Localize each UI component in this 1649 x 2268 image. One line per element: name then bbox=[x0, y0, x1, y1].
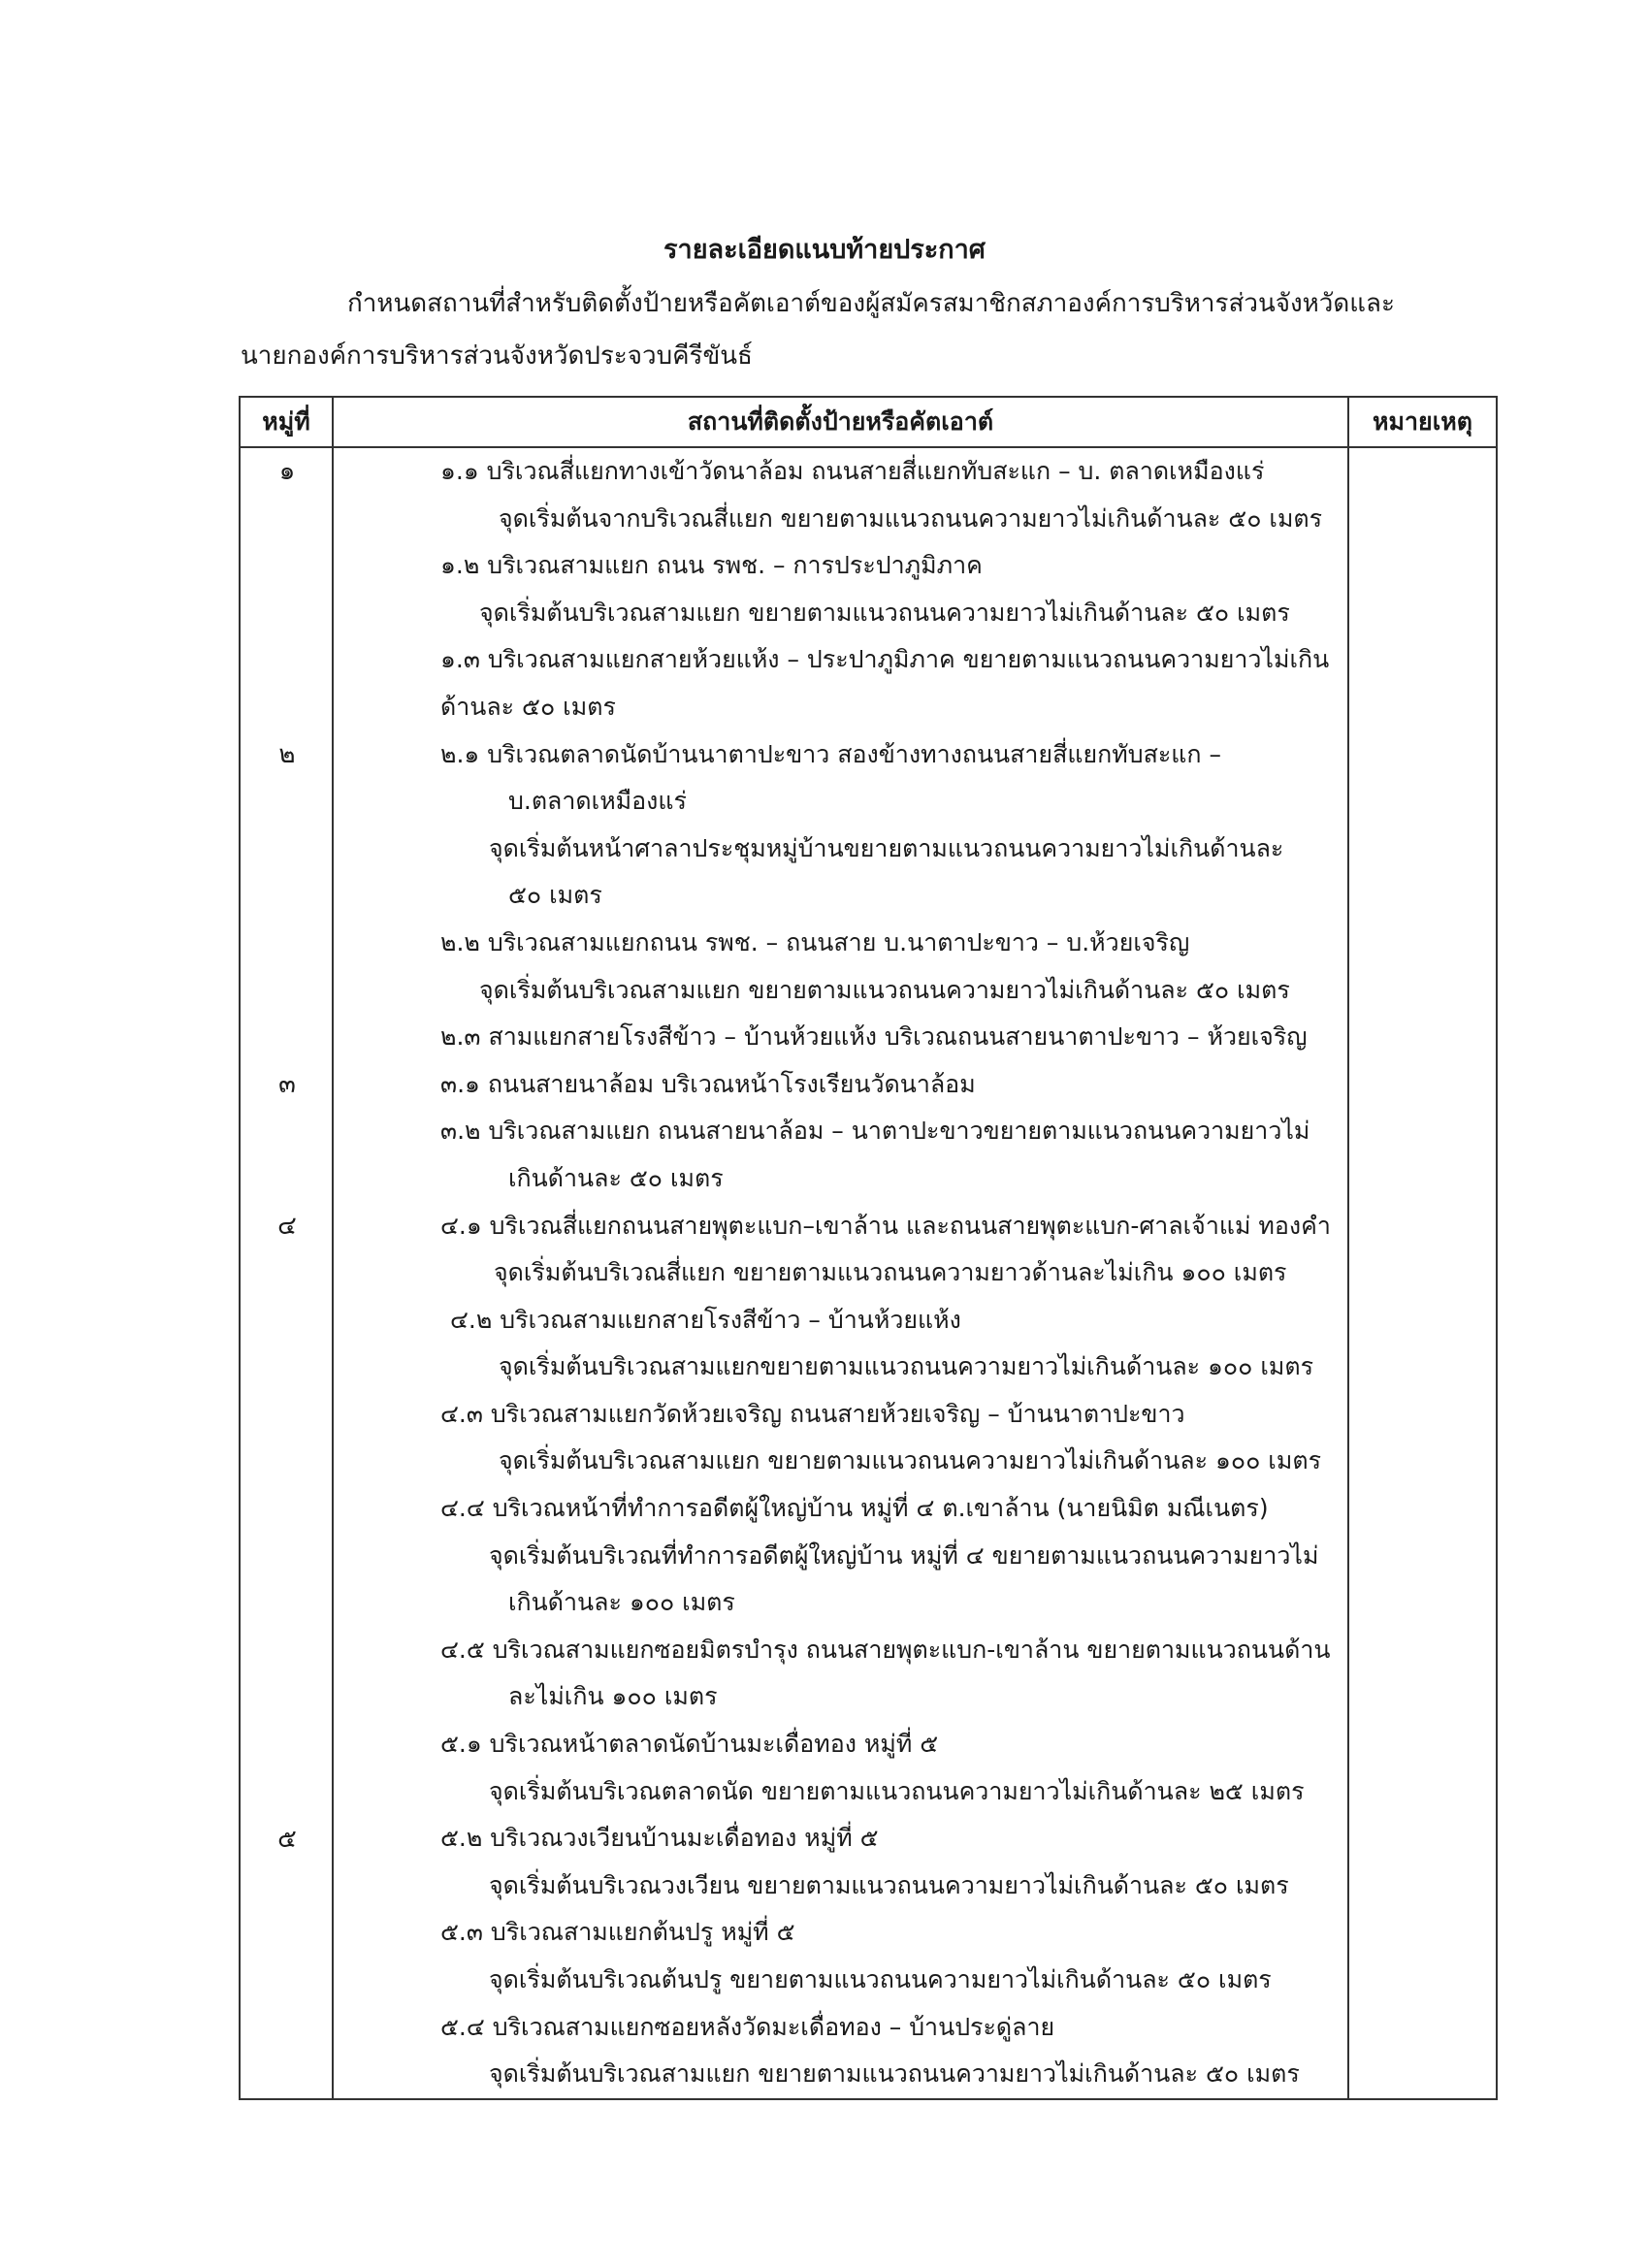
place-line: บ.ตลาดเหมืองแร่ bbox=[508, 787, 687, 816]
moo-column bbox=[240, 447, 333, 2099]
place-line: ๕.๔ บริเวณสามแยกซอยหลังวัดมะเดื่อทอง – บ้านประดู่ลาย bbox=[440, 2012, 1055, 2041]
moo-number: ๕ bbox=[277, 1825, 297, 1854]
place-line: ๔.๑ บริเวณสี่แยกถนนสายพุตะแบก–เขาล้าน และถนนสายพุตะแบก-ศาลเจ้าแม่ ทองคำ bbox=[440, 1211, 1331, 1240]
place-line: จุดเริ่มต้นบริเวณวงเวียน ขยายตามแนวถนนความยาวไม่เกินด้านละ ๕๐ เมตร bbox=[489, 1870, 1289, 1899]
moo-number: ๒ bbox=[278, 740, 296, 769]
place-line: ๕.๓ บริเวณสามแยกต้นปรู หมู่ที่ ๕ bbox=[440, 1918, 795, 1947]
place-line: ๓.๑ ถนนสายนาล้อม บริเวณหน้าโรงเรียนวัดนาล้อม bbox=[440, 1069, 976, 1098]
place-line: จุดเริ่มต้นบริเวณสามแยก ขยายตามแนวถนนความยาวไม่เกินด้านละ ๕๐ เมตร bbox=[479, 975, 1290, 1004]
intro-line-1: กำหนดสถานที่สำหรับติดตั้งป้ายหรือคัตเอาต์ของผู้สมัครสมาชิกสภาองค์การบริหารส่วนจังหวัดและ bbox=[347, 289, 1395, 318]
table-body-row bbox=[240, 447, 1497, 2099]
place-line: ๔.๕ บริเวณสามแยกซอยมิตรบำรุง ถนนสายพุตะแบก-เขาล้าน ขยายตามแนวถนนด้าน bbox=[440, 1635, 1331, 1664]
place-line: ๔.๓ บริเวณสามแยกวัดห้วยเจริญ ถนนสายห้วยเจริญ – บ้านนาตาปะขาว bbox=[440, 1399, 1185, 1428]
place-line: ๒.๑ บริเวณตลาดนัดบ้านนาตาปะขาว สองข้างทางถนนสายสี่แยกทับสะแก – bbox=[440, 739, 1221, 768]
place-line: ๑.๑ บริเวณสี่แยกทางเข้าวัดนาล้อม ถนนสายสี่แยกทับสะแก – บ. ตลาดเหมืองแร่ bbox=[440, 457, 1265, 485]
place-line: ๒.๒ บริเวณสามแยกถนน รพช. – ถนนสาย บ.นาตาปะขาว – บ.ห้วยเจริญ bbox=[440, 927, 1190, 956]
place-line: ๔.๒ บริเวณสามแยกสายโรงสีข้าว – บ้านห้วยแห้ง bbox=[450, 1305, 961, 1334]
place-line: จุดเริ่มต้นบริเวณต้นปรู ขยายตามแนวถนนความยาวไม่เกินด้านละ ๕๐ เมตร bbox=[489, 1965, 1272, 1993]
place-line: ๓.๒ บริเวณสามแยก ถนนสายนาล้อม – นาตาปะขาวขยายตามแนวถนนความยาวไม่ bbox=[440, 1117, 1310, 1146]
place-line: จุดเริ่มต้นบริเวณสี่แยก ขยายตามแนวถนนความยาวด้านละไม่เกิน ๑๐๐ เมตร bbox=[494, 1258, 1287, 1287]
place-line: ๔.๔ บริเวณหน้าที่ทำการอดีตผู้ใหญ่บ้าน หมู่ที่ ๔ ต.เขาล้าน (นายนิมิต มณีเนตร) bbox=[440, 1494, 1269, 1523]
place-line: จุดเริ่มต้นบริเวณที่ทำการอดีตผู้ใหญ่บ้าน หมู่ที่ ๔ ขยายตามแนวถนนความยาวไม่ bbox=[489, 1540, 1319, 1570]
page-title: รายละเอียดแนบท้ายประกาศ bbox=[663, 235, 986, 265]
header-moo: หมู่ที่ bbox=[240, 397, 333, 447]
place-line: ๕.๑ บริเวณหน้าตลาดนัดบ้านมะเดื่อทอง หมู่ที่ ๕ bbox=[440, 1730, 939, 1759]
placement-table bbox=[239, 396, 1498, 2100]
moo-number: ๑ bbox=[278, 457, 296, 486]
table-header-row bbox=[240, 397, 1497, 447]
moo-number: ๔ bbox=[277, 1212, 297, 1241]
place-line: จุดเริ่มต้นบริเวณสามแยกขยายตามแนวถนนความยาวไม่เกินด้านละ ๑๐๐ เมตร bbox=[499, 1352, 1314, 1381]
place-line: ๕.๒ บริเวณวงเวียนบ้านมะเดื่อทอง หมู่ที่ ๕ bbox=[440, 1824, 879, 1853]
place-line: จุดเริ่มต้นบริเวณสามแยก ขยายตามแนวถนนความยาวไม่เกินด้านละ ๕๐ เมตร bbox=[489, 2059, 1300, 2089]
intro-line-2: นายกองค์การบริหารส่วนจังหวัดประจวบคีรีขันธ์ bbox=[241, 341, 753, 371]
moo-number: ๓ bbox=[278, 1070, 296, 1099]
place-line: จุดเริ่มต้นบริเวณสามแยก ขยายตามแนวถนนความยาวไม่เกินด้านละ ๕๐ เมตร bbox=[479, 598, 1290, 627]
place-line: จุดเริ่มต้นบริเวณตลาดนัด ขยายตามแนวถนนความยาวไม่เกินด้านละ ๒๕ เมตร bbox=[489, 1776, 1305, 1805]
header-remark: หมายเหตุ bbox=[1348, 397, 1497, 447]
place-line: ละไม่เกิน ๑๐๐ เมตร bbox=[508, 1682, 718, 1711]
header-place: สถานที่ติดตั้งป้ายหรือคัตเอาต์ bbox=[333, 397, 1348, 447]
place-column bbox=[333, 447, 1348, 2099]
place-line: เกินด้านละ ๕๐ เมตร bbox=[508, 1163, 724, 1192]
place-line: เกินด้านละ ๑๐๐ เมตร bbox=[508, 1588, 735, 1617]
place-line: ๑.๓ บริเวณสามแยกสายห้วยแห้ง – ประปาภูมิภาค ขยายตามแนวถนนความยาวไม่เกิน bbox=[440, 645, 1330, 674]
place-line: ด้านละ ๕๐ เมตร bbox=[440, 692, 616, 721]
place-line: จุดเริ่มต้นบริเวณสามแยก ขยายตามแนวถนนความยาวไม่เกินด้านละ ๑๐๐ เมตร bbox=[499, 1446, 1321, 1475]
place-line: ๑.๒ บริเวณสามแยก ถนน รพช. – การประปาภูมิภาค bbox=[440, 551, 983, 580]
remark-column bbox=[1348, 447, 1497, 2099]
place-line: ๕๐ เมตร bbox=[508, 881, 602, 910]
place-line: จุดเริ่มต้นหน้าศาลาประชุมหมู่บ้านขยายตามแนวถนนความยาวไม่เกินด้านละ bbox=[489, 833, 1284, 862]
place-line: จุดเริ่มต้นจากบริเวณสี่แยก ขยายตามแนวถนนความยาวไม่เกินด้านละ ๕๐ เมตร bbox=[499, 503, 1323, 533]
place-line: ๒.๓ สามแยกสายโรงสีข้าว – บ้านห้วยแห้ง บริเวณถนนสายนาตาปะขาว – ห้วยเจริญ bbox=[440, 1022, 1308, 1052]
